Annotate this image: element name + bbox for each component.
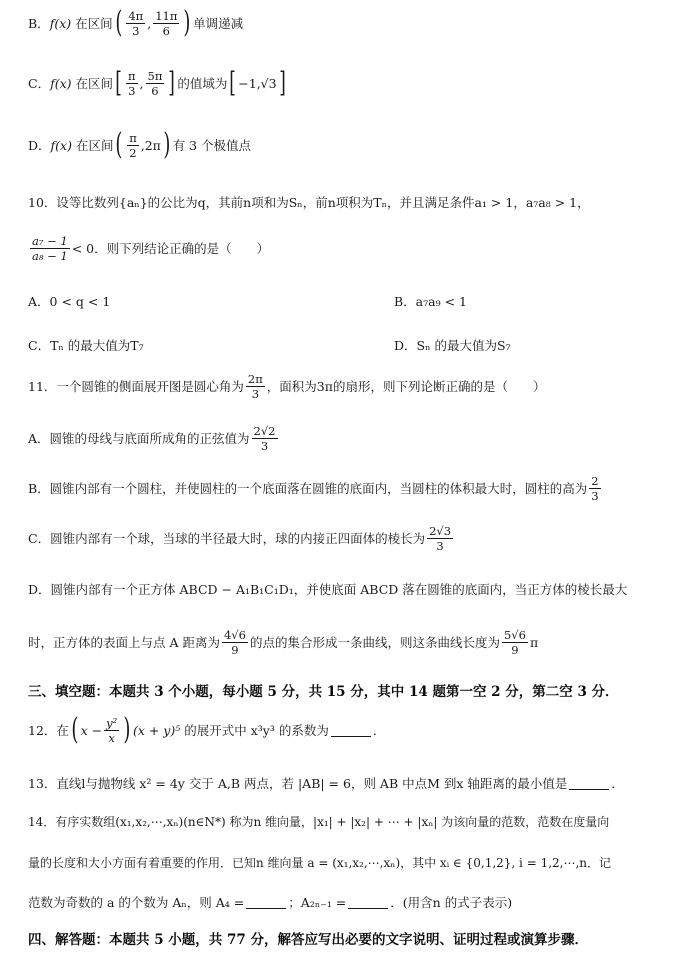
- option-text: D．圆锥内部有一个正方体 ABCD − A₁B₁C₁D₁，并使底面 ABCD 落在圆锥的底面内，当正方体的棱长最大: [28, 582, 628, 597]
- question-text: 的展开式中 x³y³ 的系数为: [184, 723, 329, 738]
- fraction: $\frac{2}{3}$: [591, 473, 599, 503]
- answer-blank[interactable]: [569, 777, 609, 790]
- question-text: ；A₂ₙ₋₁ =: [288, 895, 347, 910]
- q9-option-b: B． f(x) 在区间 ( $\frac{4\pi}{3}$ , $\frac{11\pi}{6}$ ) 单调递减: [28, 5, 244, 40]
- function-symbol: f(x): [49, 15, 72, 31]
- option-text: A．圆锥的母线与底面所成角的正弦值为: [28, 431, 250, 446]
- option-text: 的点的集合形成一条曲线，则这条曲线长度为: [249, 635, 500, 650]
- fraction: $\frac{\pi}{3}$: [127, 68, 136, 98]
- fraction: $\frac{4√6}{9}$: [223, 627, 246, 657]
- punctuation: ．: [611, 776, 624, 791]
- question-text: 13．直线l与抛物线 x² = 4y 交于 A,B 两点，若 |AB| = 6，则 AB 中点M 到x 轴距离的最小值是: [28, 776, 568, 791]
- option-text: 在区间: [75, 76, 114, 91]
- option-text: 在区间: [75, 16, 113, 31]
- q9-option-c: C． f(x) 在区间 [ $\frac{\pi}{3}$ , $\frac{5\pi}{6}$ ] 的值域为 [ −1,√3 ]: [28, 66, 286, 99]
- fraction: $\frac{2√3}{3}$: [429, 523, 452, 553]
- section-title: 三、填空题：本题共 3 个小题，每小题 5 分，共 15 分，其中 14 题第一空 2 分，第二空 3 分．: [28, 684, 619, 700]
- question-text: < 0．则下列结论正确的是（ ）: [71, 241, 270, 256]
- fraction: $\frac{\text{y²}}{x}$: [106, 715, 118, 745]
- fraction: $\frac{5√6}{9}$: [503, 627, 526, 657]
- option-text: 在区间: [75, 138, 114, 153]
- fraction: $\frac{\text{a₇ − 1}}{\text{a₈ − 1}}$: [32, 233, 68, 263]
- option-d: D．Sₙ 的最大值为S₇: [394, 338, 511, 353]
- option-text: 的值域为: [177, 76, 228, 91]
- punctuation: ．: [372, 723, 386, 738]
- q10-options-ab: [28, 292, 678, 310]
- option-text: π: [529, 634, 539, 650]
- fraction: $\frac{2√2}{3}$: [253, 423, 276, 453]
- option-label: C．: [28, 76, 51, 91]
- q10-stem: [28, 193, 678, 211]
- q14-line2: [28, 853, 678, 871]
- q11-option-c: [28, 518, 678, 558]
- question-text: 量的长度和大小方面有着重要的作用．已知n 维向量 a = (x₁,x₂,⋯,xₙ)，其中 xᵢ ∈ {0,1,2}, i = 1,2,⋯,n．记: [28, 855, 612, 870]
- question-text: 12．在: [28, 723, 69, 738]
- answer-blank[interactable]: [246, 896, 286, 909]
- question-text: 14．有序实数组(x₁,x₂,⋯,xₙ)(n∈N*) 称为n 维向量，|x₁| + |x₂| + ⋯ + |xₙ| 为该向量的范数，范数在度量向: [28, 814, 610, 829]
- option-text: 时，正方体的表面上与点 A 距离为: [28, 635, 220, 650]
- q11-option-d-line1: [28, 580, 678, 598]
- q14-line3: [28, 893, 678, 911]
- option-b: B．a₇a₉ < 1: [394, 294, 467, 309]
- option-text: 单调递减: [193, 16, 244, 31]
- option-text: B．圆锥内部有一个圆柱，并使圆柱的一个底面落在圆锥的底面内，当圆柱的体积最大时，圆柱的高为: [28, 481, 588, 496]
- section-title: 四、解答题：本题共 5 小题，共 77 分，解答应写出必要的文字说明、证明过程或演算步骤．: [28, 932, 588, 948]
- q11-option-a: [28, 418, 678, 458]
- question-text: 范数为奇数的 a 的个数为 Aₙ，则 A₄ =: [28, 895, 245, 910]
- fraction: $\frac{\pi}{2}$: [129, 130, 137, 160]
- fraction: $\frac{4\pi}{3}$: [128, 8, 144, 38]
- q11-stem: [28, 368, 678, 404]
- expression: (x + y)⁵: [132, 722, 181, 738]
- q11-option-b: [28, 468, 678, 508]
- q14-line1: [28, 812, 678, 830]
- question-text: ．(用含n 的式子表示): [390, 895, 513, 910]
- interval-end: ,2π: [140, 137, 161, 153]
- section-heading-fill-blank: [28, 680, 678, 700]
- answer-blank[interactable]: [348, 896, 388, 909]
- function-symbol: f(x): [50, 137, 72, 153]
- range-value: −1,√3: [238, 75, 277, 91]
- q10-options-cd: [28, 336, 678, 354]
- option-a: A．0 < q < 1: [28, 294, 111, 309]
- option-label: B．: [28, 16, 50, 31]
- q11-option-d-line2: [28, 622, 678, 662]
- option-label: D．: [28, 138, 51, 153]
- option-text: 有 3 个极值点: [172, 138, 252, 153]
- question-text: 10．设等比数列{aₙ}的公比为q，其前n项和为Sₙ，前n项积为Tₙ，并且满足条件a₁ > 1，a₇a₈ > 1，: [28, 195, 590, 210]
- fraction: $\frac{5\pi}{6}$: [147, 68, 163, 98]
- option-c: C．Tₙ 的最大值为T₇: [28, 338, 144, 353]
- q9-option-d: D． f(x) 在区间 ( $\frac{\pi}{2}$ ,2π ) 有 3 个极值点: [28, 127, 252, 162]
- fraction: $\frac{2\pi}{3}$: [247, 371, 263, 401]
- question-text: 11．一个圆锥的侧面展开图是圆心角为: [28, 379, 244, 394]
- option-text: C．圆锥内部有一个球，当球的半径最大时，球的内接正四面体的棱长为: [28, 531, 426, 546]
- function-symbol: f(x): [50, 75, 72, 91]
- fraction: $\frac{11\pi}{6}$: [155, 8, 178, 38]
- question-text: ，面积为3π的扇形，则下列论断正确的是（ ）: [266, 379, 546, 394]
- section-heading-solutions: [28, 928, 678, 948]
- answer-blank[interactable]: [331, 724, 371, 737]
- q10-condition: [28, 228, 678, 268]
- q13: [28, 774, 678, 792]
- q12: 12．在 ( x − $\frac{\text{y²}}{x}$ ) (x + y)⁵ 的展开式中 x³y³ 的系数为 ．: [28, 712, 386, 747]
- expression: x −: [80, 722, 103, 738]
